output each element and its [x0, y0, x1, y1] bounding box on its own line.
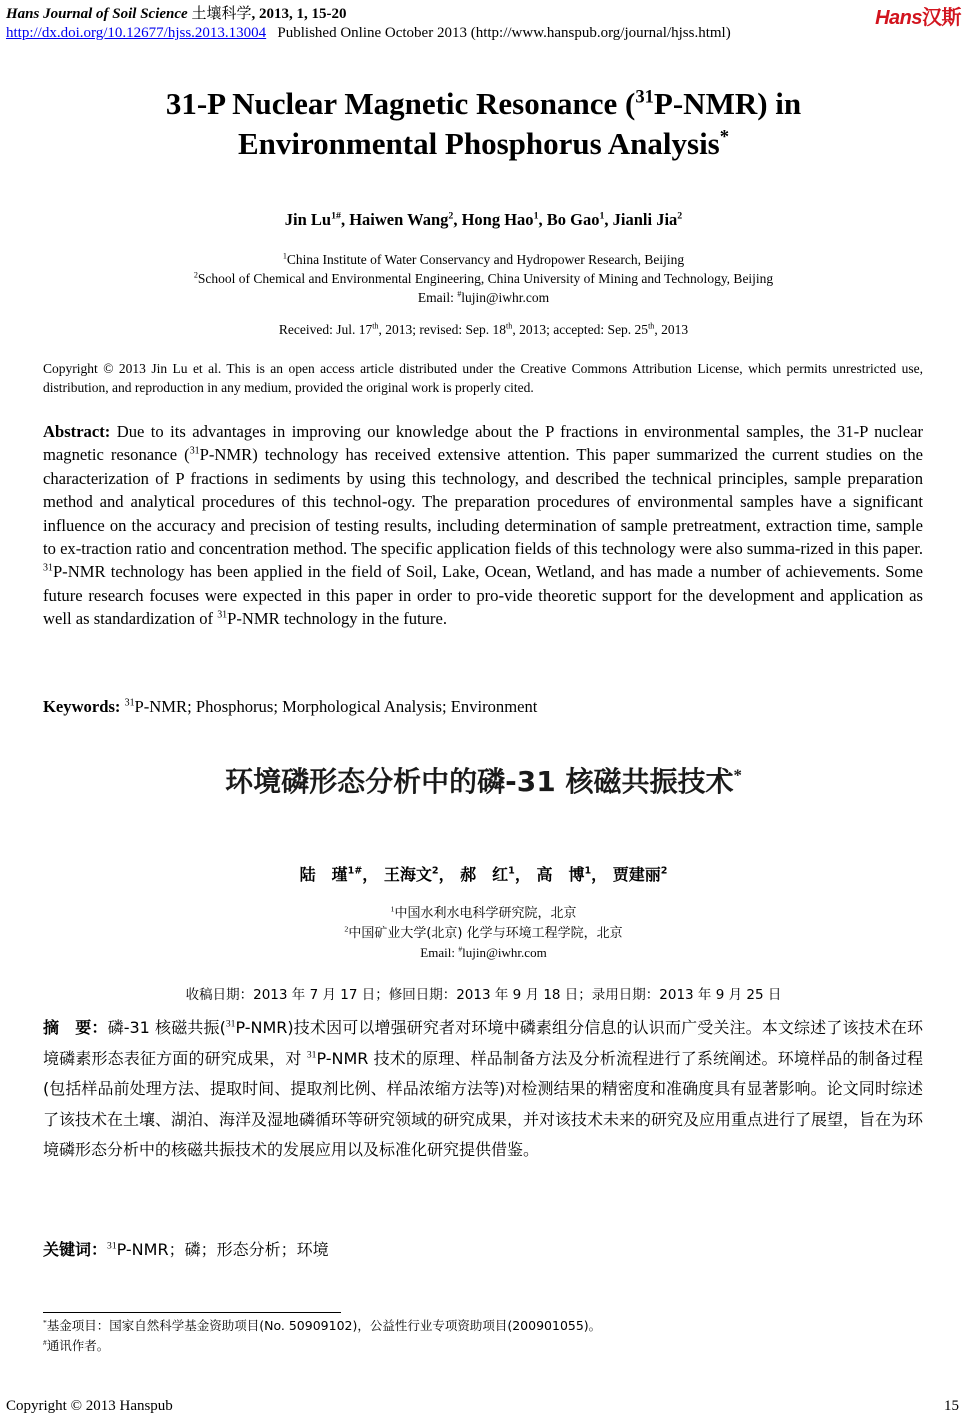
- cn-author-sup: 1: [508, 865, 515, 877]
- author-name: Haiwen Wang: [349, 210, 449, 229]
- cn-author-list: 陆 瑾$^{1\#}$， 王海文$^2$， 郝 红$^1$， 高 博$^1$， 贾建丽$^2$: [299, 865, 668, 884]
- cn-keywords-text: P-NMR；磷；形态分析；环境: [116, 1240, 329, 1259]
- date-text: , 2013; accepted: Sep. 25: [512, 322, 649, 337]
- title-star: *: [719, 126, 730, 148]
- keywords-sup: 31: [124, 697, 135, 709]
- journal-header: [6, 2, 346, 23]
- cn-author-sup: 2: [660, 865, 668, 877]
- paper-title: [0, 84, 967, 164]
- cn-title-text: 环境磷形态分析中的磷-31 核磁共振技术: [225, 765, 734, 798]
- email-sup: #: [457, 289, 462, 299]
- article-dates: [0, 322, 967, 338]
- cn-title-star: *: [733, 765, 742, 785]
- cn-affiliation: 中国水利水电科学研究院，北京: [394, 906, 577, 921]
- date-text: , 2013: [654, 322, 689, 337]
- cn-author-name: 王海文: [383, 865, 432, 884]
- author-sup: 2: [677, 210, 683, 222]
- cn-author-name: 陆 瑾: [299, 865, 348, 884]
- journal-citation: , 2013, 1, 15-20: [251, 6, 347, 22]
- cn-author-sup: 1: [584, 865, 592, 877]
- title-part: Environmental Phosphorus Analysis: [237, 126, 720, 161]
- affil-sup: 1: [390, 904, 395, 914]
- cn-keywords: [43, 1235, 923, 1266]
- affil-sup: 2: [193, 270, 198, 280]
- journal-name-cn: 土壤科学: [191, 4, 252, 22]
- cn-keywords-label: 关键词：: [43, 1240, 108, 1259]
- cn-abstract-text: P-NMR)技术因可以增强研究者对环境中磷素组分信息的认识而广受关注。本文综述了该技术在环境磷素形态表征方面的研究成果，对: [43, 1018, 923, 1068]
- footnote-mark: #: [43, 1337, 47, 1347]
- footnote-mark: *: [43, 1317, 47, 1327]
- hans-logo: [875, 1, 961, 30]
- abstract-text: P-NMR technology has been applied in the field of Soil, Lake, Ocean, Wetland, and has made a number of achievements. Some future research focuses were expected in this paper in order to pro-vide theoretic support for the development and application as well as standardization of: [43, 562, 923, 629]
- cn-title: [0, 760, 967, 800]
- cn-dates: 收稿日期：2013 年 7 月 17 日；修回日期：2013 年 9 月 18 日；录用日期：2013 年 9 月 25 日: [185, 987, 782, 1003]
- cn-abstract: [43, 1013, 923, 1166]
- abstract-text: P-NMR technology in the future.: [227, 609, 447, 629]
- abstract-text: P-NMR) technology has received extensive attention. This paper summarized the current studies on the characterization of P fractions in sediments by using this technology, and described the technical principles, sample preparation method and analytical procedures of this technol-ogy. The preparation procedures of environmental samples have a significant influence on the accuracy and precision of testing results, including determination of sample pretreatment, extraction time, sample to ex-traction ratio and concentration method. The specific application fields of this technology were also summa-rized in this paper.: [43, 445, 923, 559]
- doi-link[interactable]: http://dx.doi.org/10.12677/hjss.2013.13004: [6, 25, 267, 41]
- author-name: Hong Hao: [461, 210, 534, 229]
- cn-author-sup: 2: [431, 865, 439, 877]
- author-sup: 1: [599, 210, 605, 222]
- journal-name: Hans Journal of Soil Science: [6, 6, 188, 22]
- date-sup: th: [648, 321, 655, 331]
- logo-cn: 汉斯: [922, 5, 961, 29]
- footer-copyright: Copyright © 2013 Hanspub: [6, 1398, 173, 1414]
- cn-abstract-label: 摘 要：: [43, 1018, 108, 1037]
- email-address[interactable]: lujin@iwhr.com: [461, 290, 550, 305]
- footnote-corresponding: [43, 1336, 109, 1354]
- date-sup: th: [372, 321, 379, 331]
- author-name: Bo Gao: [546, 210, 600, 229]
- title-part: P-NMR) in: [653, 86, 802, 121]
- abstract-sup: 31: [217, 609, 228, 621]
- date-sup: th: [506, 321, 513, 331]
- abstract-label: Abstract:: [43, 422, 111, 441]
- author-name: Jianli Jia: [612, 210, 678, 229]
- copyright-notice: Copyright © 2013 Jin Lu et al. This is an open access article distributed under the Creative Commons Attribution License, which permits unrestricted use, distribution, and reproduction in any medium, provided the original work is properly cited.: [43, 361, 923, 395]
- cn-abstract-sup: 31: [306, 1049, 317, 1061]
- footnote-funding: [43, 1316, 601, 1334]
- email-address[interactable]: lujin@iwhr.com: [462, 945, 547, 960]
- cn-abstract-sup: 31: [225, 1018, 236, 1030]
- title-part: 31-P Nuclear Magnetic Resonance (: [165, 86, 636, 121]
- title-sup: 31: [635, 86, 654, 108]
- author-list: Jin $Lu^{1\#}$, Haiwen Wang$^2$, Hong Hao$^1$, Bo Gao$^1$, Jianli Jia$^2$: [284, 210, 683, 229]
- email-label: Email:: [417, 290, 458, 305]
- date-text: Received: Jul. 17: [278, 322, 373, 337]
- keywords-label: Keywords:: [43, 697, 121, 716]
- affil-sup: 1: [282, 251, 287, 261]
- affiliations: [0, 250, 967, 307]
- author-sup: 2: [448, 210, 454, 222]
- keywords: [43, 695, 923, 718]
- cn-author-sup: 1#: [347, 865, 363, 877]
- doi-line: [6, 25, 731, 42]
- author-name: Jin Lu: [284, 210, 332, 229]
- logo-en: Hans: [875, 7, 922, 29]
- affiliation: China Institute of Water Conservancy and Hydropower Research, Beijing: [286, 252, 685, 267]
- cn-abstract-text: 磷-31 核磁共振(: [107, 1018, 226, 1037]
- cn-author-name: 贾建丽: [612, 865, 661, 884]
- cn-keywords-sup: 31: [107, 1240, 117, 1252]
- abstract: [43, 420, 923, 631]
- footnote-divider: [43, 1312, 341, 1313]
- affil-sup: 2: [344, 924, 349, 934]
- cn-affiliations: [0, 903, 967, 962]
- author-sup: 1#: [331, 210, 341, 222]
- cn-abstract-text: P-NMR 技术的原理、样品制备方法及分析流程进行了系统阐述。环境样品的制备过程(包括样品前处理方法、提取时间、提取剂比例、样品浓缩方法等)对检测结果的精密度和准确度具有显著影响。论文同时综述了该技术在土壤、湖泊、海洋及湿地磷循环等研究领域的研究成果，并对该技术未来的研究及应用重点进行了展望，旨在为环境磷形态分析中的核磁共振技术的发展应用以及标准化研究提供借鉴。: [43, 1048, 924, 1159]
- keywords-text: P-NMR; Phosphorus; Morphological Analysis; Environment: [134, 697, 538, 716]
- page-number: 15: [944, 1398, 959, 1414]
- abstract-sup: 31: [43, 562, 53, 574]
- cn-author-name: 郝 红: [460, 865, 509, 884]
- email-sup: #: [458, 944, 463, 954]
- author-sup: 1: [533, 210, 539, 222]
- abstract-text: Due to its advantages in improving our knowledge about the P fractions in environmental samples, the 31-P nuclear magnetic resonance (: [43, 422, 923, 465]
- footnote-text: 通讯作者。: [46, 1338, 110, 1353]
- email-label: Email:: [420, 945, 459, 960]
- date-text: , 2013; revised: Sep. 18: [378, 322, 507, 337]
- affiliation: School of Chemical and Environmental Engineering, China University of Mining and Technology, Beijing: [197, 271, 774, 286]
- cn-author-name: 高 博: [536, 865, 585, 884]
- published-info: Published Online October 2013 (http://www.hanspub.org/journal/hjss.html): [277, 25, 731, 41]
- abstract-sup: 31: [189, 445, 200, 457]
- cn-affiliation: 中国矿业大学(北京) 化学与环境工程学院，北京: [348, 926, 623, 941]
- footnote-text: 基金项目：国家自然科学基金资助项目(No. 50909102)，公益性行业专项资助项目(200901055)。: [46, 1318, 602, 1333]
